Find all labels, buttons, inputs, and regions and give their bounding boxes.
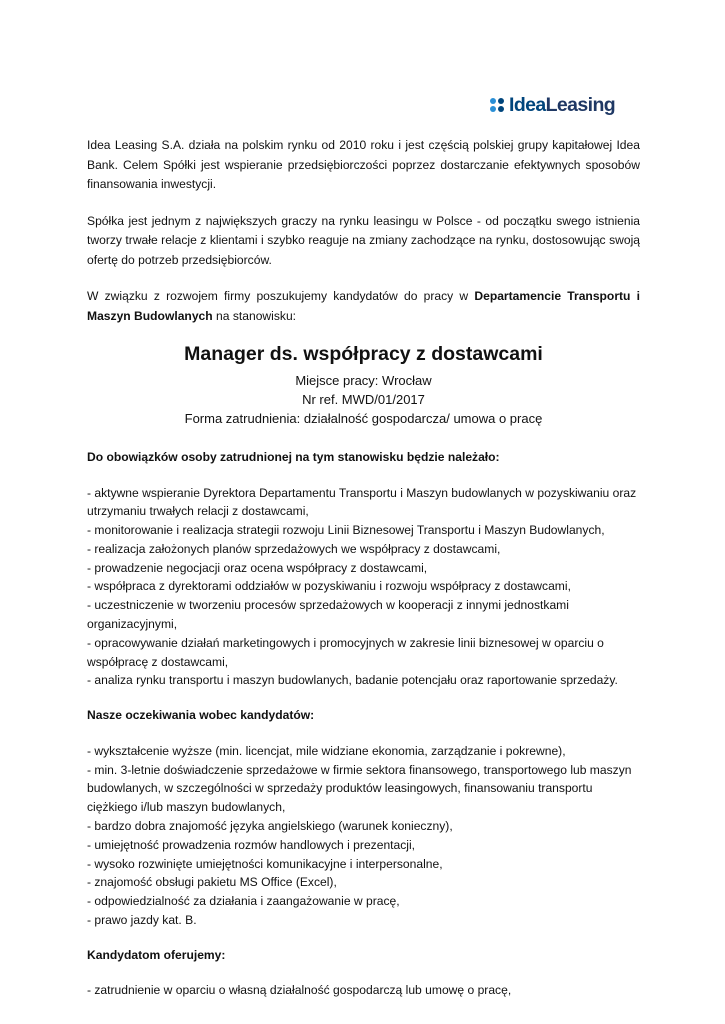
list-item: - umiejętność prowadzenia rozmów handlowych i prezentacji, — [87, 837, 416, 852]
list-item: - odpowiedzialność za działania i zaangażowanie w pracę, — [87, 894, 400, 909]
logo-dots-icon — [490, 98, 507, 115]
work-location: Miejsce pracy: Wrocław — [295, 373, 432, 388]
list-item: - prowadzenie negocjacji oraz ocena współpracy z dostawcami, — [87, 560, 428, 575]
search-paragraph: W związku z rozwojem firmy poszukujemy kandydatów do pracy w Departamencie Transportu i Maszyn Budowlanych na stanowisku: — [87, 289, 641, 323]
list-item: - współpraca z dyrektorami oddziałów w pozyskiwaniu i rozwoju współpracy z dostawcami, — [87, 579, 571, 594]
duties-list — [87, 484, 640, 691]
list-item: - wysoko rozwinięte umiejętności komunikacyjne i interpersonalne, — [87, 856, 443, 871]
list-item: - zatrudnienie w oparciu o własną działalność gospodarczą lub umowę o pracę, — [87, 983, 512, 998]
employment-form: Forma zatrudnienia: działalność gospodarcza/ umowa o pracę — [184, 411, 543, 426]
list-item: - monitorowanie i realizacja strategii rozwoju Linii Biznesowej Transportu i Maszyn Budowlanych, — [87, 523, 605, 538]
list-item: - aktywne wspieranie Dyrektora Departamentu Transportu i Maszyn budowlanych w pozyskiwaniu oraz utrzymaniu trwałych relacji z dostawcami, — [87, 485, 637, 519]
list-item: - analiza rynku transportu i maszyn budowlanych, badanie potencjału oraz raportowanie sprzedaży. — [87, 673, 618, 688]
duties-heading: Do obowiązków osoby zatrudnionej na tym stanowisku będzie należało: — [87, 450, 500, 464]
list-item: - uczestniczenie w tworzeniu procesów sprzedażowych w kooperacji z innymi jednostkami organizacyjnymi, — [87, 598, 569, 632]
expectations-list — [87, 742, 640, 930]
list-item: - opracowywanie działań marketingowych i promocyjnych w zakresie linii biznesowej w oparciu o współpracę z dostawcami, — [87, 635, 604, 669]
reference-number: Nr ref. MWD/01/2017 — [302, 392, 425, 407]
list-item: - wykształcenie wyższe (min. licencjat, mile widziane ekonomia, zarządzanie i pokrewne), — [87, 743, 566, 758]
document-body — [87, 136, 640, 1000]
list-item: - prawo jazdy kat. B. — [87, 912, 197, 927]
list-item: - znajomość obsługi pakietu MS Office (Excel), — [87, 875, 337, 890]
offer-list — [87, 981, 640, 1000]
expectations-heading: Nasze oczekiwania wobec kandydatów: — [87, 708, 315, 723]
idea-leasing-logo — [490, 94, 635, 118]
list-item: - realizacja założonych planów sprzedażowych we współpracy z dostawcami, — [87, 541, 501, 556]
logo-wordmark: IdeaLeasing — [509, 94, 616, 117]
intro-paragraph-2: Spółka jest jednym z największych graczy na rynku leasingu w Polsce - od początku swego istnienia tworzy trwałe relacje z klientami i szybko reaguje na zmiany zachodzące na rynku, dostosowując swoją ofertę do potrzeb przedsiębiorców. — [87, 213, 640, 267]
list-item: - min. 3-letnie doświadczenie sprzedażowe w firmie sektora finansowego, transportowego lub maszyn budowlanych, w szczególności w sprzedaży produktów leasingowych, finansowaniu transportu ciężkiego i/lub maszyn budowlanych, — [87, 762, 632, 815]
list-item: - bardzo dobra znajomość języka angielskiego (warunek konieczny), — [87, 818, 453, 833]
intro-paragraph-1: Idea Leasing S.A. działa na polskim rynku od 2010 roku i jest częścią polskiej grupy kapitałowej Idea Bank. Celem Spółki jest wspieranie przedsiębiorczości poprzez dostarczanie efektywnych sposobów finansowania inwestycji. — [87, 138, 640, 191]
position-title: Manager ds. współpracy z dostawcami — [184, 343, 543, 365]
offer-heading: Kandydatom oferujemy: — [87, 947, 226, 962]
department-name: Departamencie Transportu i Maszyn Budowlanych — [87, 289, 641, 323]
